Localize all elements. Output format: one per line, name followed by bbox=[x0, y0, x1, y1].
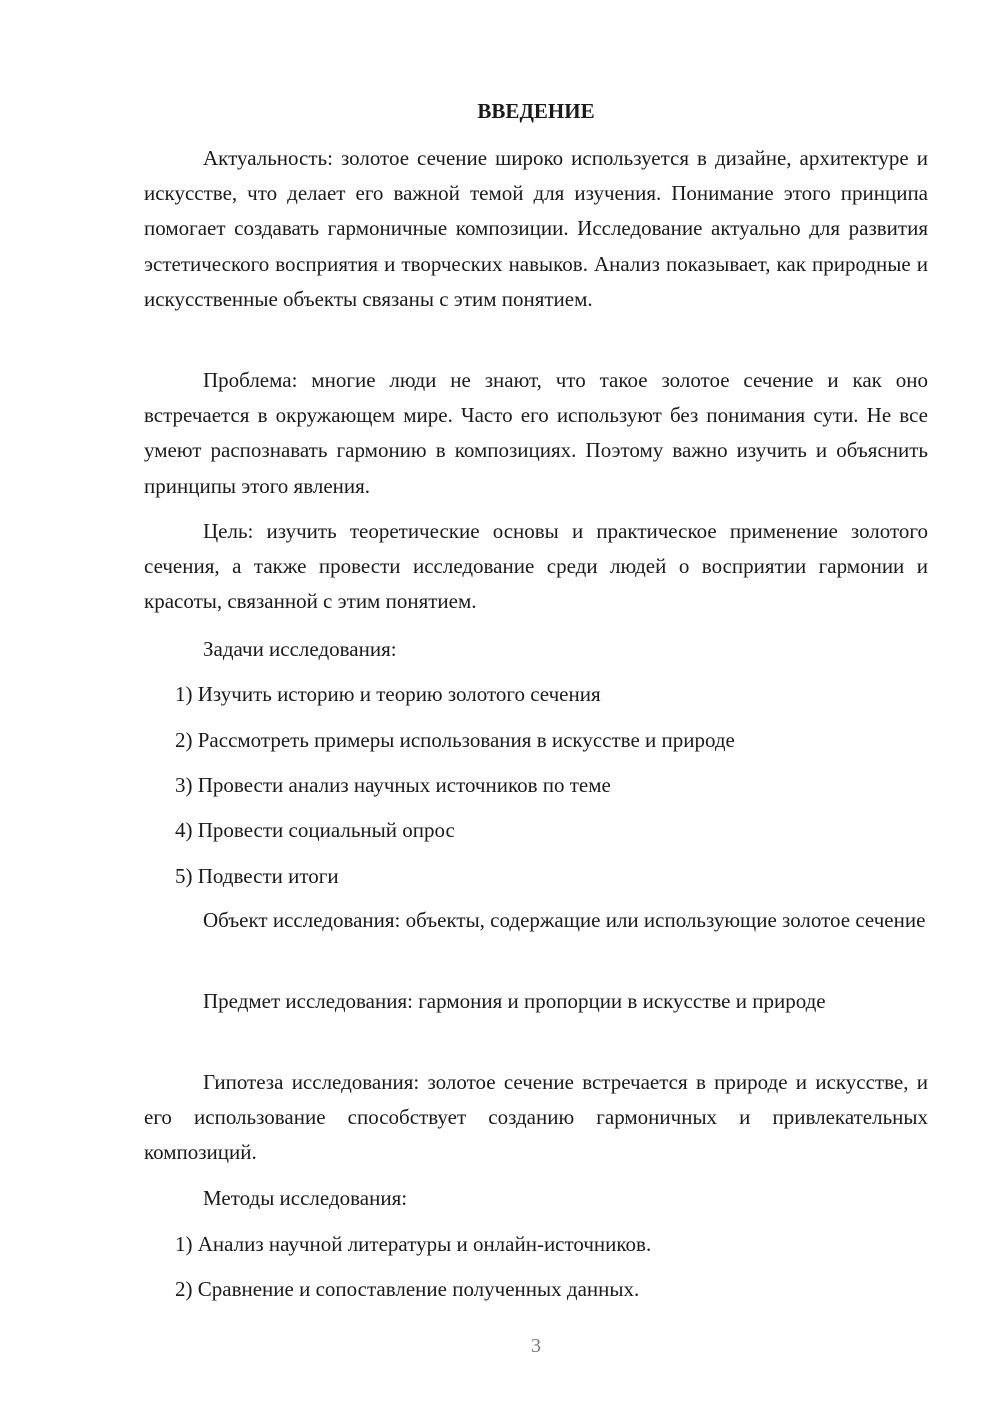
page-title: ВВЕДЕНИЕ bbox=[477, 99, 595, 123]
paragraph-problem: Проблема: многие люди не знают, что такое золотое сечение и как оно встречается в окружающем мире. Часто его используют без понимания сути. Не все умеют распознавать гармонию в композициях. Поэтому важно изучить и объяснить принципы этого явления. bbox=[144, 368, 928, 498]
methods-heading: Методы исследования: bbox=[203, 1186, 408, 1210]
paragraph-subject: Предмет исследования: гармония и пропорции в искусстве и природе bbox=[203, 989, 826, 1013]
paragraph-object: Объект исследования: объекты, содержащие или использующие золотое сечение bbox=[203, 908, 926, 932]
task-item: 3) Провести анализ научных источников по теме bbox=[175, 773, 611, 797]
paragraph-hypothesis: Гипотеза исследования: золотое сечение встречается в природе и искусстве, и его использование способствует созданию гармоничных и привлекательных композиций. bbox=[144, 1070, 928, 1165]
paragraph-relevance: Актуальность: золотое сечение широко используется в дизайне, архитектуре и искусстве, что делает его важной темой для изучения. Понимание этого принципа помогает создавать гармоничные композиции. Исследование актуально для развития эстетического восприятия и творческих навыков. Анализ показывает, как природные и искусственные объекты связаны с этим понятием. bbox=[144, 146, 928, 311]
page-number: 3 bbox=[531, 1335, 541, 1357]
paragraph-goal: Цель: изучить теоретические основы и практическое применение золотого сечения, а также провести исследование среди людей о восприятии гармонии и красоты, связанной с этим понятием. bbox=[144, 519, 928, 614]
task-item: 4) Провести социальный опрос bbox=[175, 818, 455, 842]
method-item: 1) Анализ научной литературы и онлайн-источников. bbox=[175, 1232, 652, 1256]
tasks-heading: Задачи исследования: bbox=[203, 637, 397, 661]
task-item: 1) Изучить историю и теорию золотого сечения bbox=[175, 682, 601, 706]
method-item: 2) Сравнение и сопоставление полученных данных. bbox=[175, 1277, 640, 1301]
task-item: 5) Подвести итоги bbox=[175, 864, 339, 888]
task-item: 2) Рассмотреть примеры использования в искусстве и природе bbox=[175, 728, 735, 752]
